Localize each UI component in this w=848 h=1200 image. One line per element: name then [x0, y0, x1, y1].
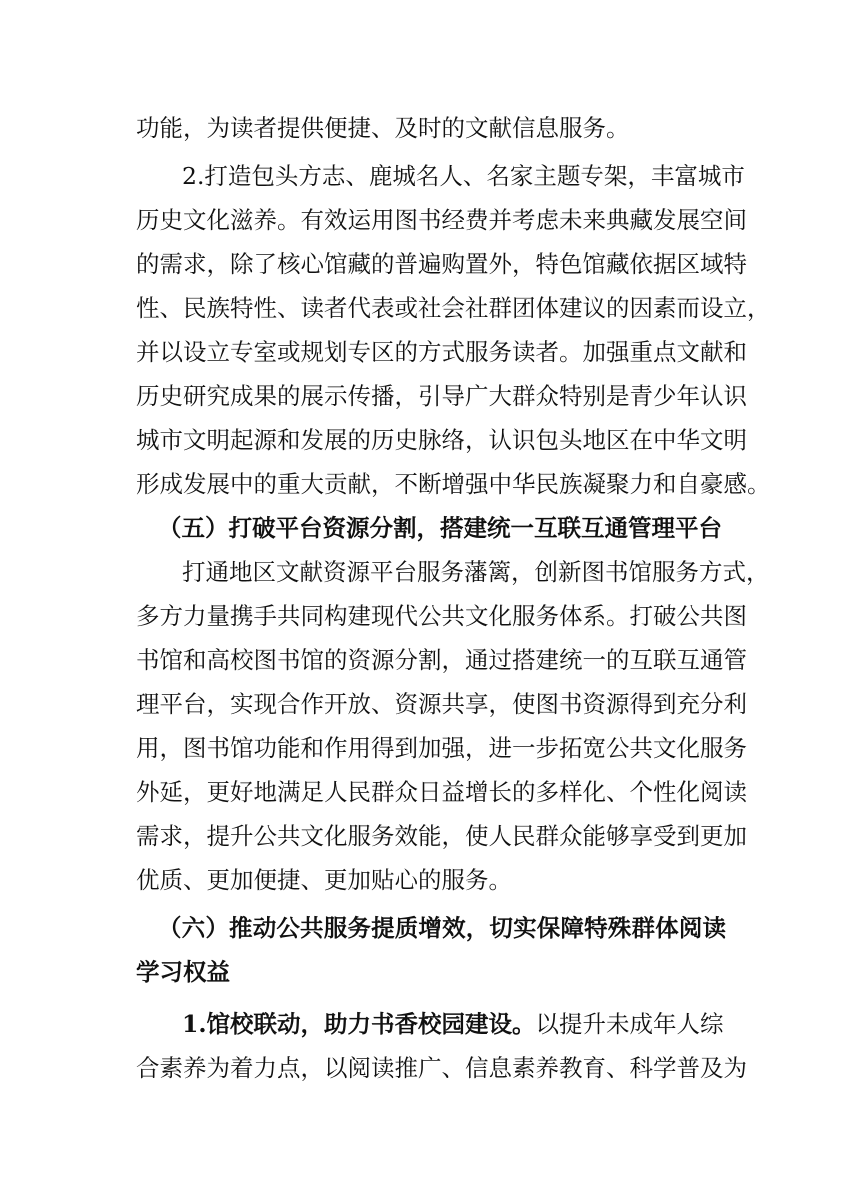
paragraph-line: 优质、更加便捷、更加贴心的服务。: [136, 866, 512, 894]
paragraph-line: 多方力量携手共同构建现代公共文化服务体系。打破公共图: [136, 602, 747, 630]
paragraph-line: 城市文明起源和发展的历史脉络，认识包头地区在中华文明: [136, 426, 747, 454]
paragraph-line: 历史研究成果的展示传播，引导广大群众特别是青少年认识: [136, 382, 747, 410]
paragraph-line: 合素养为着力点，以阅读推广、信息素养教育、科学普及为: [136, 1054, 747, 1082]
paragraph-line: 外延，更好地满足人民群众日益增长的多样化、个性化阅读: [136, 778, 747, 806]
paragraph-line: 理平台，实现合作开放、资源共享，使图书资源得到充分利: [136, 690, 747, 718]
paragraph-line: 书馆和高校图书馆的资源分割，通过搭建统一的互联互通管: [136, 646, 747, 674]
paragraph-line: 性、民族特性、读者代表或社会社群团体建议的因素而设立，: [136, 294, 771, 322]
paragraph-line-with-lead: [182, 1006, 726, 1042]
lead-in-bold: 1.馆校联动，助力书香校园建设。: [182, 1010, 536, 1038]
lead-in-rest: 以提升未成年人综: [535, 1010, 724, 1038]
paragraph-line: 用，图书馆功能和作用得到加强，进一步拓宽公共文化服务: [136, 734, 747, 762]
paragraph-line: 形成发展中的重大贡献，不断增强中华民族凝聚力和自豪感。: [136, 470, 771, 498]
paragraph-line: 的需求，除了核心馆藏的普遍购置外，特色馆藏依据区域特: [136, 250, 747, 278]
section-heading-6: （六）推动公共服务提质增效，切实保障特殊群体阅读: [158, 914, 726, 942]
paragraph-line: 并以设立专室或规划专区的方式服务读者。加强重点文献和: [136, 338, 747, 366]
paragraph-line: 2.打造包头方志、鹿城名人、名家主题专架，丰富城市: [182, 162, 745, 190]
paragraph-line: 历史文化滋养。有效运用图书经费并考虑未来典藏发展空间: [136, 206, 747, 234]
section-heading-6-continued: 学习权益: [136, 958, 230, 986]
paragraph-line: 需求，提升公共文化服务效能，使人民群众能够享受到更加: [136, 822, 747, 850]
paragraph-line: 功能，为读者提供便捷、及时的文献信息服务。: [136, 114, 630, 142]
section-heading-5: （五）打破平台资源分割，搭建统一互联互通管理平台: [158, 514, 722, 542]
paragraph-line: 打通地区文献资源平台服务藩篱，创新图书馆服务方式，: [182, 558, 770, 586]
